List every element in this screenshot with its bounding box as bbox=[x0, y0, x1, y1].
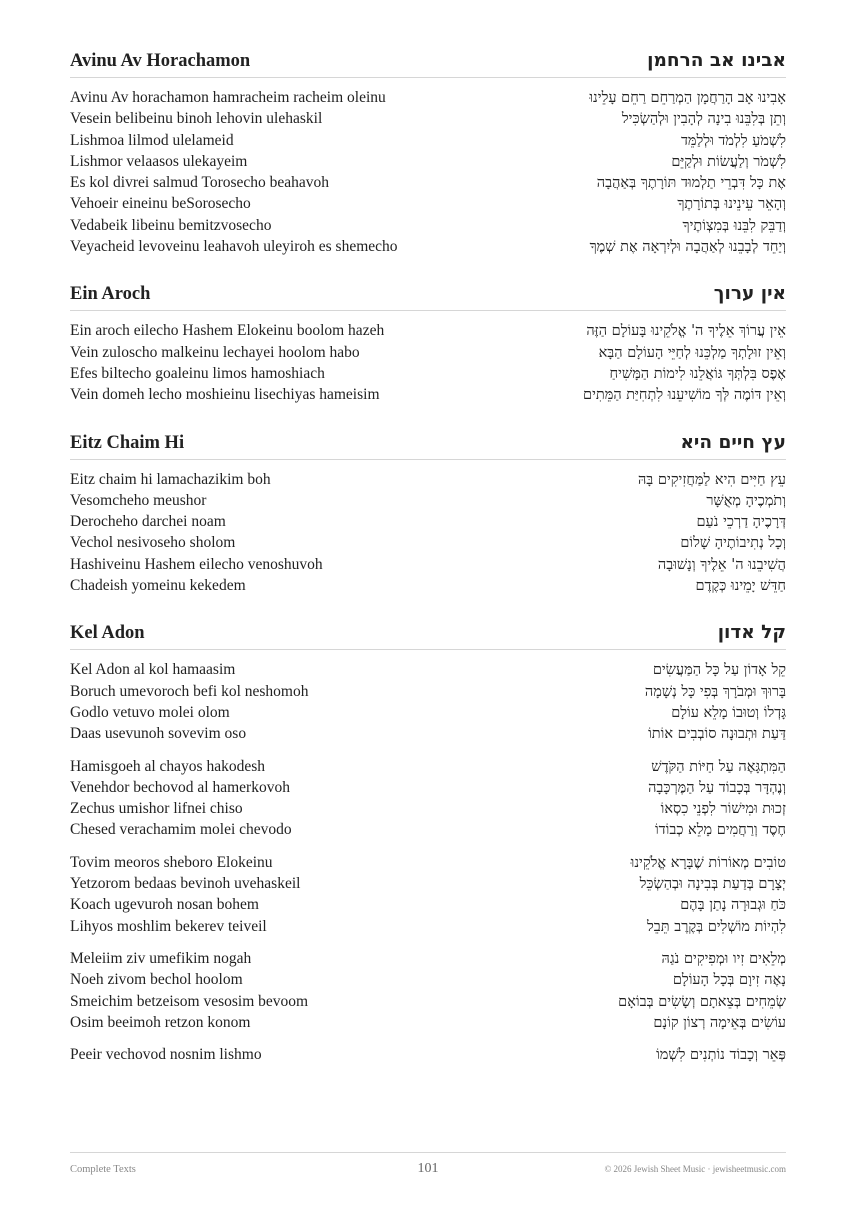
hebrew-text: חַדֵּשׁ יָמֵינוּ כְּקֶדֶם bbox=[695, 578, 786, 595]
text-line bbox=[70, 492, 786, 513]
text-line bbox=[70, 854, 786, 875]
section-header bbox=[70, 622, 786, 650]
hebrew-text: נָאֶה זִיוָם בְּכָל הָעוֹלָם bbox=[672, 972, 786, 989]
text-line bbox=[70, 896, 786, 917]
text-line bbox=[70, 704, 786, 725]
text-line bbox=[70, 971, 786, 992]
hebrew-text: פְּאֵר וְכָבוֹד נוֹתְנִים לִשְׁמוֹ bbox=[656, 1047, 786, 1064]
transliteration-text: Avinu Av horachamon hamracheim racheim oleinu bbox=[70, 89, 386, 106]
transliteration-text: Lishmoa lilmod ulelameid bbox=[70, 131, 234, 149]
text-line bbox=[70, 238, 786, 259]
transliteration-text: Vesein belibeinu binoh lehovin ulehaskil bbox=[70, 110, 323, 128]
hebrew-text: הֲשִׁיבֵנוּ ה' אֵלֶיךָ וְנָשׁוּבָה bbox=[657, 556, 786, 573]
transliteration-text: Zechus umishor lifnei chiso bbox=[70, 800, 243, 818]
transliteration-text: Yetzorom bedaas bevinoh uvehaskeil bbox=[70, 875, 301, 893]
text-line bbox=[70, 875, 786, 896]
prayer-section bbox=[70, 283, 786, 407]
text-line bbox=[70, 725, 786, 746]
prayer-section bbox=[70, 50, 786, 259]
section-title-english: Avinu Av Horachamon bbox=[70, 51, 251, 71]
transliteration-text: Hamisgoeh al chayos hakodesh bbox=[70, 757, 265, 775]
hebrew-text: טוֹבִים מְאוֹרוֹת שֶׁבָּרָא אֱלֹקֵינוּ bbox=[630, 854, 786, 871]
transliteration-text: Ein aroch eilecho Hashem Elokeinu boolom hazeh bbox=[70, 322, 385, 340]
hebrew-text: וְהָאֵר עֵינֵינוּ בְּתוֹרָתֶךָ bbox=[677, 196, 786, 213]
hebrew-text: לִשְׁמֹעַ לִלְמֹד וּלְלַמֵּד bbox=[680, 132, 786, 149]
hebrew-text: וְנֶהְדָּר בְּכָבוֹד עַל הַמֶּרְכָּבָה bbox=[648, 779, 786, 796]
transliteration-text: Noeh zivom bechol hoolom bbox=[70, 971, 243, 989]
hebrew-text: אָבִינוּ אָב הָרַחֲמָן הַמְרַחֵם רַחֵם עָלֵינוּ bbox=[589, 90, 786, 106]
section-title-english: Ein Aroch bbox=[70, 284, 151, 305]
hebrew-text: וְיַחֵד לְבָבֵנוּ לְאַהֲבָה וּלְיִרְאָה אֶת שְׁמֶךָ bbox=[589, 239, 786, 256]
text-line bbox=[70, 471, 786, 492]
section-title-hebrew: קל אדון bbox=[717, 622, 786, 644]
text-line bbox=[70, 513, 786, 534]
hebrew-text: וְתֵן בְּלִבֵּנוּ בִינָה לְהָבִין וּלְהַשְׂכִּיל bbox=[621, 111, 786, 128]
hebrew-text: יְצָרָם בְּדַעַת בְּבִינָה וּבְהַשְׂכֵּל bbox=[639, 876, 786, 893]
transliteration-text: Vein domeh lecho moshieinu lisechiyas hameisim bbox=[70, 386, 380, 404]
hebrew-text: דְּרָכֶיהָ דַרְכֵי נֹעַם bbox=[696, 514, 786, 531]
hebrew-text: וְדַבֵּק לִבֵּנוּ בְּמִצְוֹתֶיךָ bbox=[682, 217, 786, 234]
hebrew-text: כֹּחַ וּגְבוּרָה נָתַן בָּהֶם bbox=[680, 897, 786, 914]
hebrew-text: אֶת כָּל דִּבְרֵי תַלְמוּד תּוֹרָתֶךָ בְּאַהֲבָה bbox=[596, 175, 786, 192]
stanza bbox=[70, 758, 786, 843]
transliteration-text: Boruch umevoroch befi kol neshomoh bbox=[70, 682, 309, 700]
text-line bbox=[70, 153, 786, 174]
sections-container bbox=[70, 50, 786, 1067]
hebrew-text: קֵל אָדוֹן עַל כָּל הַמַּעֲשִׂים bbox=[652, 662, 786, 679]
transliteration-text: Smeichim betzeisom vesosim bevoom bbox=[70, 992, 309, 1010]
text-line bbox=[70, 779, 786, 800]
transliteration-text: Vein zuloscho malkeinu lechayei hoolom habo bbox=[70, 343, 360, 361]
text-line bbox=[70, 217, 786, 238]
transliteration-text: Efes biltecho goaleinu limos hamoshiach bbox=[70, 364, 325, 382]
stanza bbox=[70, 661, 786, 746]
page-number: 101 bbox=[417, 1161, 439, 1176]
stanza bbox=[70, 854, 786, 939]
transliteration-text: Derocheho darchei noam bbox=[70, 513, 226, 531]
text-line bbox=[70, 577, 786, 598]
text-line bbox=[70, 993, 786, 1014]
text-line bbox=[70, 195, 786, 216]
text-line bbox=[70, 365, 786, 386]
section-title-hebrew: עץ חיים היא bbox=[680, 431, 786, 453]
transliteration-text: Vechol nesivoseho sholom bbox=[70, 534, 236, 552]
hebrew-text: וְאֵין דּוֹמֶה לְּךָ מוֹשִׁיעֵנוּ לִתְחִיַּת הַמֵּתִים bbox=[583, 387, 786, 404]
hebrew-text: דַּעַת וּתְבוּנָה סוֹבְבִים אוֹתוֹ bbox=[648, 726, 786, 743]
hebrew-text: לִהְיוֹת מוֹשְׁלִים בְּקֶרֶב תֵּבֵל bbox=[647, 918, 786, 935]
transliteration-text: Lishmor velaasos ulekayeim bbox=[70, 152, 248, 170]
section-title-hebrew: אבינו אב הרחמן bbox=[647, 50, 786, 71]
page-footer bbox=[70, 1152, 786, 1177]
transliteration-text: Eitz chaim hi lamachazikim boh bbox=[70, 470, 271, 488]
text-line bbox=[70, 174, 786, 195]
hebrew-text: אֶפֶס בִּלְתְּךָ גּוֹאֲלֵנוּ לִימוֹת הַמָּשִׁיחַ bbox=[609, 365, 786, 382]
transliteration-text: Vesomcheho meushor bbox=[70, 491, 207, 509]
transliteration-text: Venehdor bechovod al hamerkovoh bbox=[70, 778, 290, 796]
text-line bbox=[70, 110, 786, 131]
hebrew-text: בָּרוּךְ וּמְבֹרָךְ בְּפִי כָּל נְשָׁמָה bbox=[644, 683, 786, 700]
transliteration-text: Godlo vetuvo molei olom bbox=[70, 703, 230, 721]
transliteration-text: Es kol divrei salmud Torosecho beahavoh bbox=[70, 174, 330, 192]
transliteration-text: Kel Adon al kol hamaasim bbox=[70, 661, 236, 679]
section-title-english: Eitz Chaim Hi bbox=[70, 432, 185, 453]
section-title-hebrew: אין ערוך bbox=[713, 283, 786, 305]
text-line bbox=[70, 132, 786, 153]
transliteration-text: Peeir vechovod nosnim lishmo bbox=[70, 1046, 262, 1064]
transliteration-text: Chadeish yomeinu kekedem bbox=[70, 577, 246, 595]
stanza bbox=[70, 89, 786, 259]
text-line bbox=[70, 1046, 786, 1067]
hebrew-text: מְלֵאִים זִיו וּמְפִיקִים נֹגַהּ bbox=[661, 950, 786, 967]
transliteration-text: Koach ugevuroh nosan bohem bbox=[70, 896, 259, 914]
hebrew-text: גָּדְלוֹ וְטוּבוֹ מָלֵא עוֹלָם bbox=[671, 704, 786, 721]
text-line bbox=[70, 950, 786, 971]
transliteration-text: Chesed verachamim molei chevodo bbox=[70, 821, 292, 839]
text-line bbox=[70, 918, 786, 939]
transliteration-text: Lihyos moshlim bekerev teiveil bbox=[70, 917, 267, 935]
hebrew-text: וְאֵין זוּלָתְךָ מַלְכֵּנוּ לְחַיֵּי הָעוֹלָם הַבָּא bbox=[598, 344, 786, 361]
text-line bbox=[70, 800, 786, 821]
transliteration-text: Tovim meoros sheboro Elokeinu bbox=[70, 853, 273, 871]
hebrew-text: אֵין עֲרוֹךְ אֵלֶיךָ ה' אֱלֹקֵינוּ בָּעוֹלָם הַזֶּה bbox=[586, 323, 786, 340]
text-line bbox=[70, 683, 786, 704]
transliteration-text: Vedabeik libeinu bemitzvosecho bbox=[70, 216, 272, 234]
transliteration-text: Vehoeir eineinu beSorosecho bbox=[70, 195, 251, 213]
stanza bbox=[70, 322, 786, 407]
stanza bbox=[70, 471, 786, 599]
text-line bbox=[70, 89, 786, 110]
transliteration-text: Meleiim ziv umefikim nogah bbox=[70, 949, 252, 967]
prayer-section bbox=[70, 432, 786, 599]
section-header bbox=[70, 283, 786, 311]
footer-label: Complete Texts bbox=[70, 1164, 136, 1175]
text-line bbox=[70, 344, 786, 365]
hebrew-text: וְכָל נְתִיבוֹתֶיהָ שָׁלוֹם bbox=[680, 535, 786, 552]
section-title-english: Kel Adon bbox=[70, 623, 145, 644]
hebrew-text: לִשְׁמֹר וְלַעֲשׂוֹת וּלְקַיֵּם bbox=[671, 153, 786, 170]
text-line bbox=[70, 534, 786, 555]
prayer-section bbox=[70, 622, 786, 1067]
transliteration-text: Daas usevunoh sovevim oso bbox=[70, 725, 247, 743]
copyright-notice: © 2026 Jewish Sheet Music · jewisheetmusic.com bbox=[604, 1164, 786, 1174]
stanza bbox=[70, 1046, 786, 1067]
hebrew-text: הַמִּתְגָּאֶה עַל חַיּוֹת הַקֹּדֶשׁ bbox=[651, 758, 786, 775]
hebrew-text: וְתֹמְכֶיהָ מְאֻשָּׁר bbox=[706, 492, 786, 509]
hebrew-text: עֵץ חַיִּים הִיא לַמַּחֲזִיקִים בָּהּ bbox=[637, 471, 786, 488]
text-line bbox=[70, 556, 786, 577]
text-line bbox=[70, 758, 786, 779]
text-line bbox=[70, 386, 786, 407]
text-line bbox=[70, 821, 786, 842]
text-line bbox=[70, 661, 786, 682]
transliteration-text: Veyacheid levoveinu leahavoh uleyiroh es shemecho bbox=[70, 238, 398, 256]
text-line bbox=[70, 1014, 786, 1035]
section-header bbox=[70, 432, 786, 460]
hebrew-text: זְכוּת וּמִישׁוֹר לִפְנֵי כִסְאוֹ bbox=[660, 801, 786, 818]
hebrew-text: עוֹשִׂים בְּאֵימָה רְצוֹן קוֹנָם bbox=[653, 1014, 786, 1031]
stanza bbox=[70, 950, 786, 1035]
hebrew-text: חֶסֶד וְרַחֲמִים מָלֵא כְבוֹדוֹ bbox=[654, 822, 786, 839]
hebrew-text: שְׂמֵחִים בְּצֵאתָם וְשָׂשִׂים בְּבוֹאָם bbox=[618, 993, 786, 1010]
transliteration-text: Osim beeimoh retzon konom bbox=[70, 1013, 251, 1031]
text-line bbox=[70, 322, 786, 343]
section-header bbox=[70, 50, 786, 78]
transliteration-text: Hashiveinu Hashem eilecho venoshuvoh bbox=[70, 555, 323, 573]
